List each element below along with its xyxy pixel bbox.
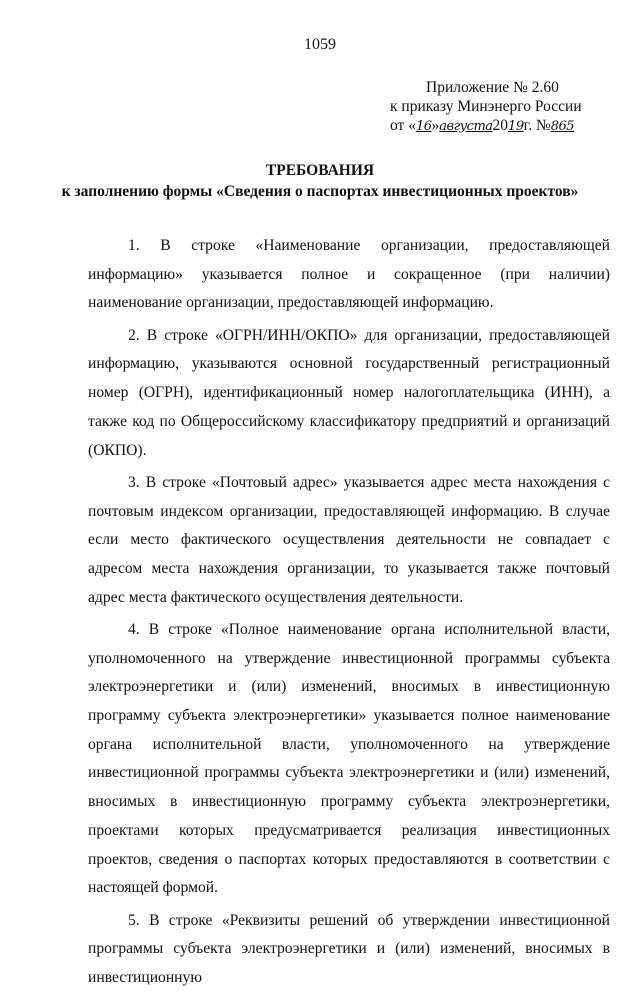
- paragraph-4: 4. В строке «Полное наименование органа исполнительной власти, уполномоченного на утверждение инвестиционной программы субъекта электроэнергетики и (или) изменений, вносимых в инвестиционную программу субъекта электроэнергетики» указывается полное наименование органа исполнительной власти, уполномоченного на утверждение инвестиционной программы субъекта электроэнергетики и (или) изменений, вносимых в инвестиционную программу субъекта электроэнергетики, проектами которых предусматривается реализация инвестиционных проектов, сведения о паспортах которых предоставляются в соответствии с настоящей формой.: [88, 620, 610, 897]
- date-prefix: от «: [390, 117, 416, 134]
- appendix-order-date-number: [370, 116, 610, 136]
- date-quote-close: »: [431, 117, 440, 134]
- heading-title: ТРЕБОВАНИЯ: [265, 162, 375, 179]
- document-body: [88, 232, 610, 996]
- appendix-order-reference: к приказу Минэнерго России: [390, 98, 582, 115]
- handwritten-month: августа: [439, 119, 493, 134]
- handwritten-order-number: 865: [550, 119, 575, 134]
- appendix-title: Приложение № 2.60: [426, 79, 559, 96]
- paragraph-3: 3. В строке «Почтовый адрес» указывается адрес места нахождения с почтовым индексом организации, предоставляющей информацию. В случае если место фактического осуществления деятельности не совпадает с адресом места нахождения организации, то указывается также почтовый адрес места фактического осуществления деятельности.: [88, 473, 610, 606]
- heading-subtitle: к заполнению формы «Сведения о паспортах инвестиционных проектов»: [61, 183, 579, 200]
- document-heading: [0, 160, 640, 202]
- year-prefix: 20: [492, 117, 509, 134]
- page-number: 1059: [304, 36, 336, 53]
- appendix-block: [370, 78, 610, 136]
- paragraph-2: 2. В строке «ОГРН/ИНН/ОКПО» для организации, предоставляющей информацию, указываются основной государственный регистрационный номер (ОГРН), идентификационный номер налогоплательщика (ИНН), а также код по Общероссийскому классификатору предприятий и организаций (ОКПО).: [88, 326, 610, 459]
- handwritten-year: 19: [508, 119, 524, 134]
- year-suffix: г. №: [523, 117, 551, 134]
- handwritten-day: 16: [415, 119, 432, 134]
- paragraph-5: 5. В строке «Реквизиты решений об утверждении инвестиционной программы субъекта электроэнергетики и (или) изменений, вносимых в инвестиционную: [88, 911, 610, 986]
- paragraph-1: 1. В строке «Наименование организации, предоставляющей информацию» указывается полное и сокращенное (при наличии) наименование организации, предоставляющей информацию.: [88, 237, 610, 312]
